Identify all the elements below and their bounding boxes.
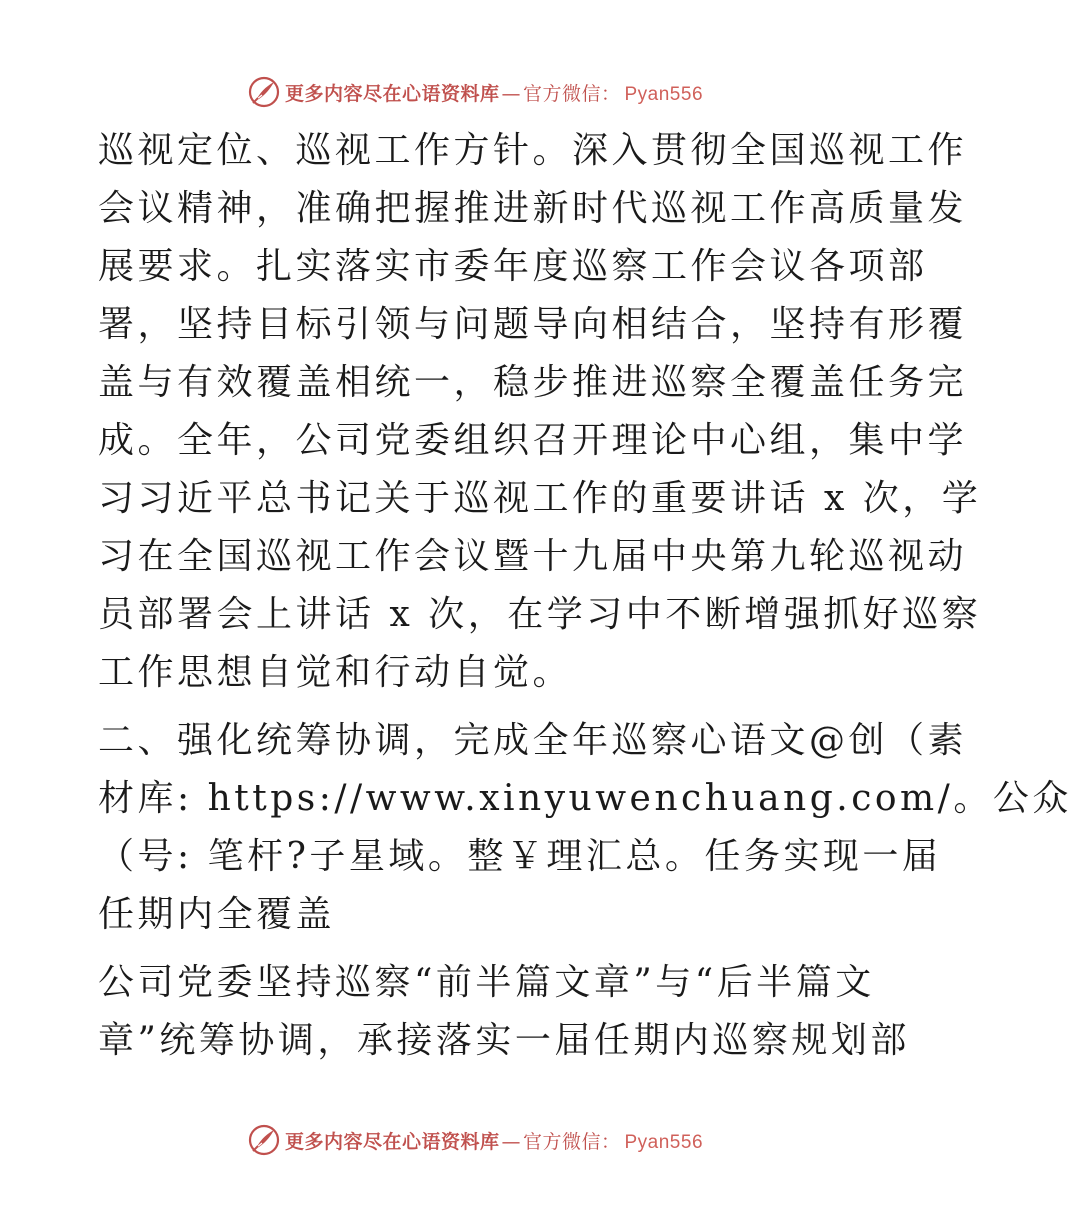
watermark-wechat-label: 官方微信： xyxy=(522,82,621,105)
text-line: 盖与有效覆盖相统一，稳步推进巡察全覆盖任务完 xyxy=(98,362,968,403)
text-line: 员部署会上讲话 x 次，在学习中不断增强抓好巡察 xyxy=(98,594,982,635)
watermark-wechat-label: 官方微信： xyxy=(522,1130,621,1153)
text-line: 工作思想自觉和行动自觉。 xyxy=(98,652,573,693)
text-line: 材库: https://www.xinyuwenchuang.com/。公众 xyxy=(98,778,1072,819)
text-line: 成。全年，公司党委组织召开理论中心组，集中学 xyxy=(98,420,968,461)
text-line: 章”统筹协调，承接落实一届任期内巡察规划部 xyxy=(98,1020,910,1061)
text-line: 会议精神，准确把握推进新时代巡视工作高质量发 xyxy=(98,188,968,229)
text-line: （号: 笔杆?子星域。整￥理汇总。任务实现一届 xyxy=(98,836,942,877)
watermark-wechat-handle: Pyan556 xyxy=(624,83,704,105)
footer-watermark-banner xyxy=(0,1120,950,1160)
watermark-slogan: 更多内容尽在心语资料库 xyxy=(284,1130,500,1153)
watermark-text xyxy=(285,1127,703,1154)
text-line: 二、强化统筹协调，完成全年巡察心语文@创（素 xyxy=(98,720,968,761)
text-line: 任期内全覆盖 xyxy=(98,894,336,935)
text-line: 展要求。扎实落实市委年度巡察工作会议各项部 xyxy=(98,246,928,287)
paragraph-section-two-heading xyxy=(98,712,1072,944)
paragraph-coordination xyxy=(98,954,910,1070)
watermark-slogan: 更多内容尽在心语资料库 xyxy=(284,82,500,105)
feather-pen-logo-icon xyxy=(247,1123,281,1157)
paragraph-inspection-positioning xyxy=(98,122,982,702)
document-body xyxy=(98,122,1072,1070)
watermark-dash: — xyxy=(501,82,521,105)
text-line: 习习近平总书记关于巡视工作的重要讲话 x 次，学 xyxy=(98,478,982,519)
watermark-wechat-handle: Pyan556 xyxy=(624,1131,704,1153)
watermark-dash: — xyxy=(501,1130,521,1153)
feather-pen-logo-icon xyxy=(247,75,281,109)
header-watermark-banner xyxy=(0,72,950,112)
text-line: 公司党委坚持巡察“前半篇文章”与“后半篇文 xyxy=(98,962,875,1003)
text-line: 署，坚持目标引领与问题导向相结合，坚持有形覆 xyxy=(98,304,968,345)
watermark-text xyxy=(285,79,703,106)
text-line: 习在全国巡视工作会议暨十九届中央第九轮巡视动 xyxy=(98,536,968,577)
text-line: 巡视定位、巡视工作方针。深入贯彻全国巡视工作 xyxy=(98,130,968,171)
